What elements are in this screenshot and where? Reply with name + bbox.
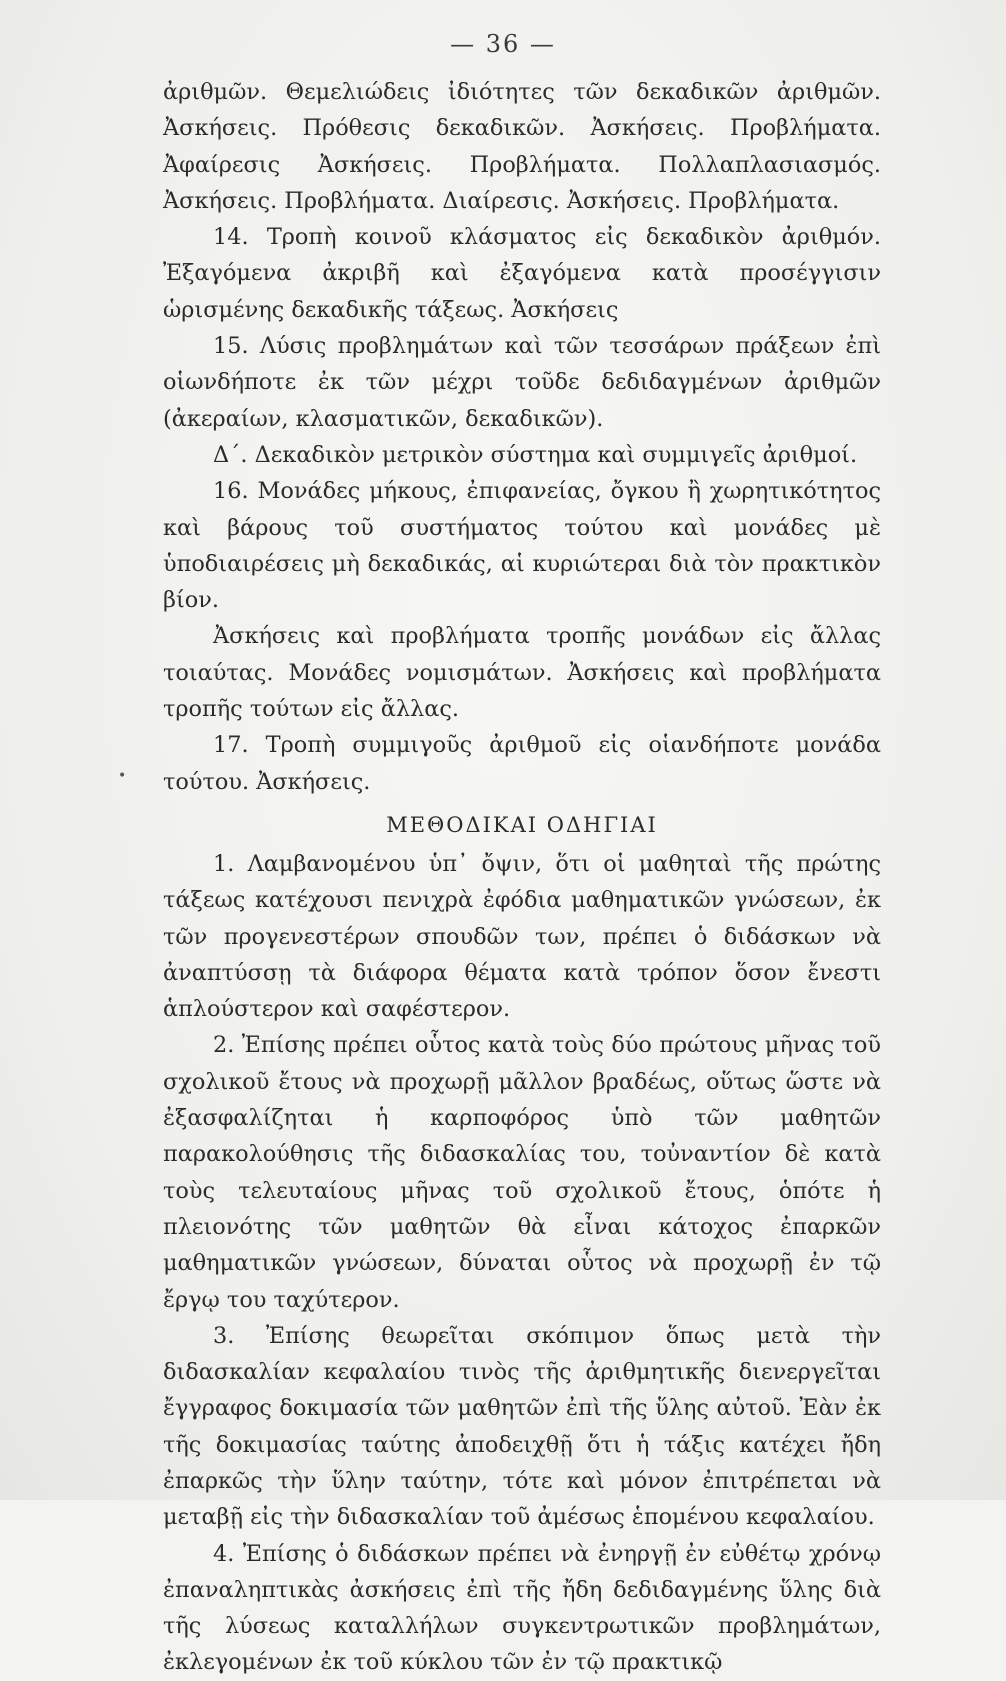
instruction-paragraph: 3. Ἐπίσης θεωρεῖται σκόπιμον ὅπως μετὰ τὴν διδασκαλίαν κεφαλαίου τινὸς τῆς ἀριθμητικῆς διενεργεῖται ἔγγραφος δοκιμασία τῶν μαθητῶν ἐπὶ τῆς ὕλης αὐτοῦ. Ἐὰν ἐκ τῆς δοκιμασίας ταύτης ἀποδειχθῇ ὅτι ἡ τάξις κατέχει ἤδη ἐπαρκῶς τὴν ὕλην ταύτην, τότε καὶ μόνον ἐπιτρέπεται νὰ μεταβῇ εἰς τὴν διδασκαλίαν τοῦ ἀμέσως ἑπομένου κεφαλαίου. <box>163 1322 881 1531</box>
paragraph: 14. Τροπὴ κοινοῦ κλάσματος εἰς δεκαδικὸν ἀριθμόν. Ἐξαγόμενα ἀκριβῆ καὶ ἐξαγόμενα κατὰ προσέγγισιν ὡρισμένης δεκαδικῆς τάξεως. Ἀσκήσεις <box>163 224 881 323</box>
body-text <box>163 74 881 1681</box>
paragraph: Ἀσκήσεις καὶ προβλήματα τροπῆς μονάδων εἰς ἄλλας τοιαύτας. Μονάδες νομισμάτων. Ἀσκήσεις καὶ προβλήματα τροπῆς τούτων εἰς ἄλλας. <box>163 623 881 723</box>
paragraph: 16. Μονάδες μήκους, ἐπιφανείας, ὄγκου ἢ χωρητικότητος καὶ βάρους τοῦ συστήματος τούτου καὶ μονάδες μὲ ὑποδιαιρέσεις μὴ δεκαδικάς, αἱ κυριώτεραι διὰ τὸν πρακτικὸν βίον. <box>163 478 881 614</box>
instruction-paragraph: 1. Λαμβανομένου ὑπ᾽ ὄψιν, ὅτι οἱ μαθηταὶ τῆς πρώτης τάξεως κατέχουσι πενιχρὰ ἐφόδια μαθηματικῶν γνώσεων, ἐκ τῶν προγενεστέρων σπουδῶν των, πρέπει ὁ διδάσκων νὰ ἀναπτύσσῃ τὰ διάφορα θέματα κατὰ τρόπον ὅσον ἔνεστι ἁπλούστερον καὶ σαφέστερον. <box>163 850 881 1023</box>
margin-dot: • <box>118 768 127 784</box>
instruction-paragraph: 2. Ἐπίσης πρέπει οὗτος κατὰ τοὺς δύο πρώτους μῆνας τοῦ σχολικοῦ ἔτους νὰ προχωρῇ μᾶλλον βραδέως, οὕτως ὥστε νὰ ἐξασφαλίζηται ἡ καρποφόρος ὑπὸ τῶν μαθητῶν παρακολούθησις τῆς διδασκαλίας του, τοὐναντίον δὲ κατὰ τοὺς τελευταίους μῆνας τοῦ σχολικοῦ ἔτους, ὁπότε ἡ πλειονότης τῶν μαθητῶν θὰ εἶναι κάτοχος ἐπαρκῶν μαθηματικῶν γνώσεων, δύναται οὗτος νὰ προχωρῇ ἐν τῷ ἔργῳ του ταχύτερον. <box>163 1032 881 1313</box>
paragraph: 15. Λύσις προβλημάτων καὶ τῶν τεσσάρων πράξεων ἐπὶ οἱωνδήποτε ἐκ τῶν μέχρι τοῦδε δεδιδαγμένων ἀριθμῶν (ἀκεραίων, κλασματικῶν, δεκαδικῶν). <box>163 333 881 432</box>
paragraph: ἀριθμῶν. Θεμελιώδεις ἰδιότητες τῶν δεκαδικῶν ἀριθμῶν. Ἀσκήσεις. Πρόθεσις δεκαδικῶν. Ἀσκήσεις. Προβλήματα. Ἀφαίρεσις Ἀσκήσεις. Προβλήματα. Πολλαπλασιασμός. Ἀσκήσεις. Προβλήματα. Διαίρεσις. Ἀσκήσεις. Προβλήματα. <box>163 79 881 214</box>
methodical-instructions-heading: ΜΕΘΟΔΙΚΑΙ ΟΔΗΓΙΑΙ <box>386 812 658 837</box>
instruction-paragraph: 4. Ἐπίσης ὁ διδάσκων πρέπει νὰ ἐνηργῇ ἐν εὐθέτῳ χρόνῳ ἐπαναληπτικὰς ἀσκήσεις ἐπὶ τῆς ἤδη δεδιδαγμένης ὕλης διὰ τῆς λύσεως καταλλήλων συγκεντρωτικῶν προβλημάτων, ἐκλεγομένων ἐκ τοῦ κύκλου τῶν ἐν τῷ πρακτικῷ <box>163 1540 881 1676</box>
page-number: — 36 — <box>450 30 556 58</box>
paragraph: 17. Τροπὴ συμμιγοῦς ἀριθμοῦ εἰς οἱανδήποτε μονάδα τούτου. Ἀσκήσεις. <box>163 732 881 795</box>
section-heading-delta: Δ΄. Δεκαδικὸν μετρικὸν σύστημα καὶ συμμιγεῖς ἀριθμοί. <box>213 441 858 468</box>
